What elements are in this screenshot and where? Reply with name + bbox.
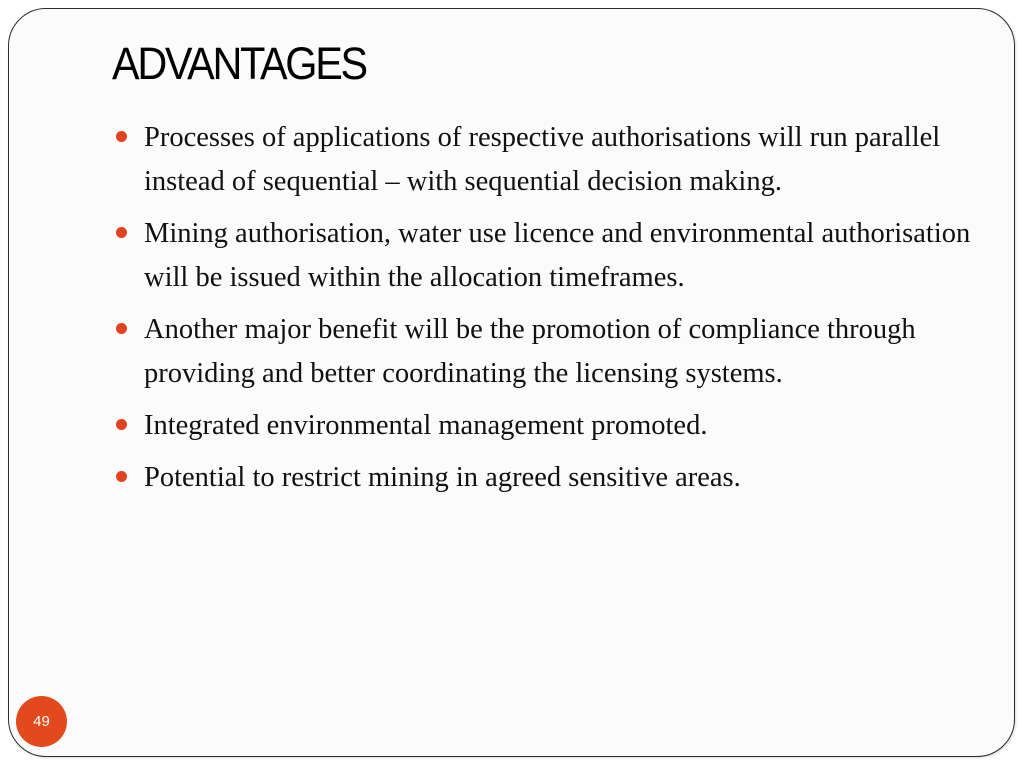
bullet-text: Potential to restrict mining in agreed sensitive areas. [144,462,741,493]
bullet-item [116,404,976,448]
bullet-dot-icon [116,227,127,238]
bullet-item [116,456,976,500]
bullet-dot-icon [116,419,127,430]
bullet-list [116,116,976,508]
bullet-text: Mining authorisation, water use licence and environmental authorisation will be issued within the allocation timeframes. [144,218,971,293]
bullet-item [116,308,976,396]
page-number-badge: 49 [16,696,67,747]
bullet-text: Processes of applications of respective authorisations will run parallel instead of sequential – with sequential decision making. [144,122,941,197]
bullet-text: Another major benefit will be the promotion of compliance through providing and better coordinating the licensing systems. [144,314,916,389]
bullet-dot-icon [116,323,127,334]
bullet-dot-icon [116,131,127,142]
bullet-item [116,212,976,300]
slide-title: ADVANTAGES [112,38,366,89]
bullet-dot-icon [116,471,127,482]
bullet-item [116,116,976,204]
bullet-text: Integrated environmental management promoted. [144,410,708,441]
